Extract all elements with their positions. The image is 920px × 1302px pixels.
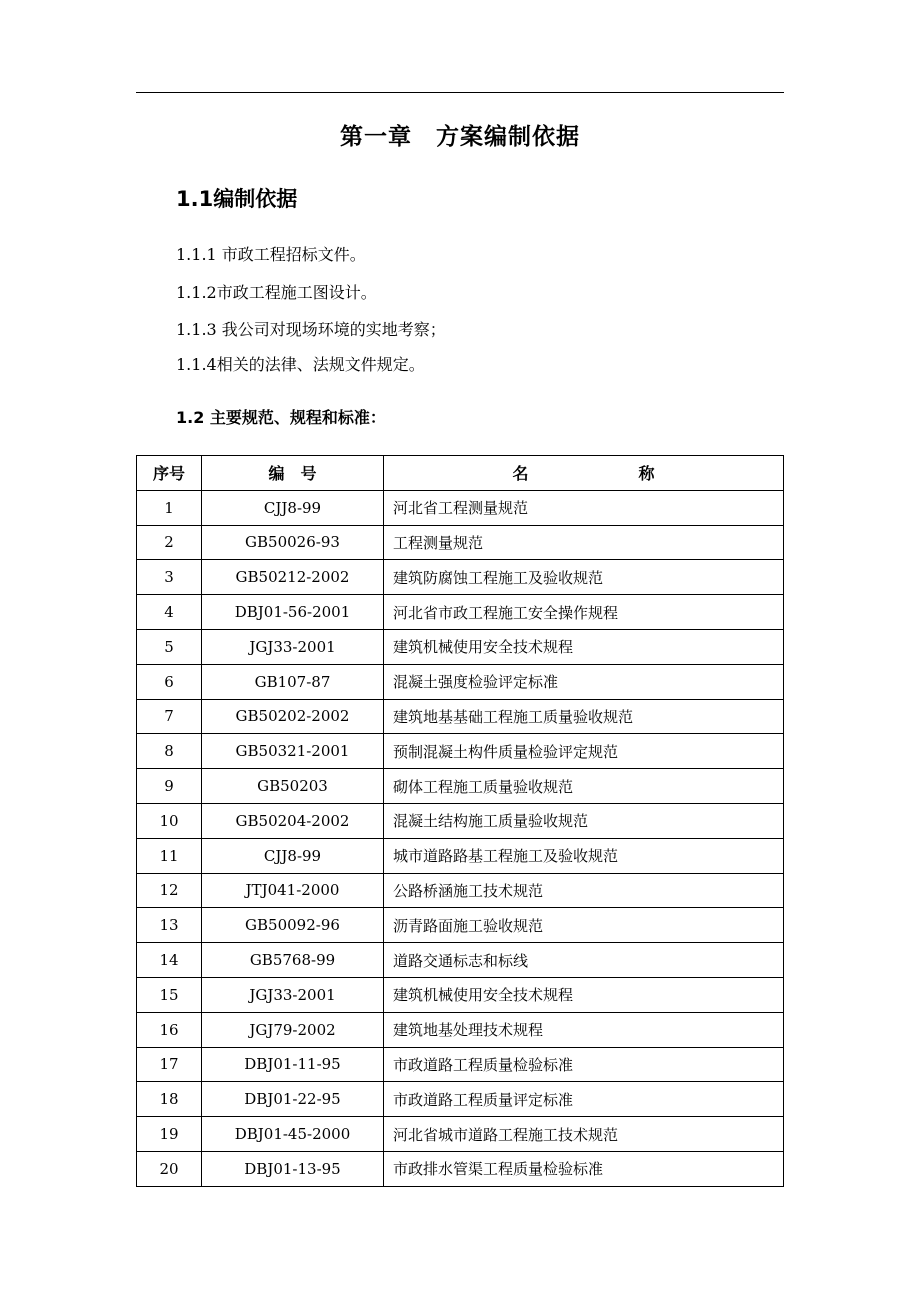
- row-code: GB50203: [202, 769, 384, 804]
- row-number: 15: [137, 977, 202, 1012]
- table-row: [137, 908, 784, 943]
- row-number: 4: [137, 595, 202, 630]
- row-name: 建筑地基处理技术规程: [384, 1012, 784, 1047]
- row-code: DBJ01-13-95: [202, 1151, 384, 1186]
- row-number: 8: [137, 734, 202, 769]
- row-name: 河北省城市道路工程施工技术规范: [384, 1117, 784, 1152]
- row-number: 20: [137, 1151, 202, 1186]
- standards-table: [136, 455, 784, 1187]
- row-name: 市政道路工程质量评定标准: [384, 1082, 784, 1117]
- table-row: [137, 629, 784, 664]
- table-row: [137, 664, 784, 699]
- row-code: DBJ01-56-2001: [202, 595, 384, 630]
- row-number: 10: [137, 803, 202, 838]
- header-rule: [136, 92, 784, 93]
- row-name: 城市道路路基工程施工及验收规范: [384, 838, 784, 873]
- row-number: 17: [137, 1047, 202, 1082]
- table-row: [137, 525, 784, 560]
- row-name: 建筑机械使用安全技术规程: [384, 629, 784, 664]
- row-number: 18: [137, 1082, 202, 1117]
- row-number: 12: [137, 873, 202, 908]
- row-number: 3: [137, 560, 202, 595]
- row-number: 14: [137, 943, 202, 978]
- row-number: 19: [137, 1117, 202, 1152]
- basis-item-2: 1.1.2市政工程施工图设计。: [176, 283, 377, 302]
- row-name: 沥青路面施工验收规范: [384, 908, 784, 943]
- row-number: 1: [137, 490, 202, 525]
- row-number: 5: [137, 629, 202, 664]
- row-code: GB50212-2002: [202, 560, 384, 595]
- table-row: [137, 1151, 784, 1186]
- row-name: 预制混凝土构件质量检验评定规范: [384, 734, 784, 769]
- table-row: [137, 838, 784, 873]
- row-number: 11: [137, 838, 202, 873]
- basis-item-1: 1.1.1 市政工程招标文件。: [176, 245, 366, 264]
- row-code: DBJ01-22-95: [202, 1082, 384, 1117]
- row-code: CJJ8-99: [202, 838, 384, 873]
- row-code: CJJ8-99: [202, 490, 384, 525]
- header-code: 编 号: [202, 456, 384, 491]
- table-row: [137, 977, 784, 1012]
- row-name: 工程测量规范: [384, 525, 784, 560]
- row-number: 7: [137, 699, 202, 734]
- header-name: [384, 456, 784, 491]
- table-header-row: [137, 456, 784, 491]
- header-no: 序号: [137, 456, 202, 491]
- row-name: 河北省市政工程施工安全操作规程: [384, 595, 784, 630]
- row-name: 建筑防腐蚀工程施工及验收规范: [384, 560, 784, 595]
- table-row: [137, 490, 784, 525]
- basis-item-4: 1.1.4相关的法律、法规文件规定。: [176, 355, 425, 374]
- row-code: GB50204-2002: [202, 803, 384, 838]
- row-number: 2: [137, 525, 202, 560]
- row-name: 公路桥涵施工技术规范: [384, 873, 784, 908]
- table-row: [137, 699, 784, 734]
- row-code: GB50026-93: [202, 525, 384, 560]
- row-code: DBJ01-45-2000: [202, 1117, 384, 1152]
- table-row: [137, 1047, 784, 1082]
- row-code: GB50321-2001: [202, 734, 384, 769]
- table-row: [137, 560, 784, 595]
- row-name: 河北省工程测量规范: [384, 490, 784, 525]
- header-name-part2: 称: [638, 464, 655, 484]
- table-row: [137, 1117, 784, 1152]
- row-code: JGJ33-2001: [202, 629, 384, 664]
- row-number: 6: [137, 664, 202, 699]
- row-code: JGJ33-2001: [202, 977, 384, 1012]
- table-row: [137, 803, 784, 838]
- table-body: [137, 490, 784, 1186]
- section-title-1-1: 1.1编制依据: [176, 187, 298, 211]
- row-name: 建筑地基基础工程施工质量验收规范: [384, 699, 784, 734]
- row-name: 砌体工程施工质量验收规范: [384, 769, 784, 804]
- table-row: [137, 943, 784, 978]
- table-row: [137, 1082, 784, 1117]
- row-code: GB50092-96: [202, 908, 384, 943]
- table-row: [137, 734, 784, 769]
- row-name: 混凝土强度检验评定标准: [384, 664, 784, 699]
- row-code: GB107-87: [202, 664, 384, 699]
- header-name-part1: 名: [512, 464, 529, 484]
- row-name: 市政道路工程质量检验标准: [384, 1047, 784, 1082]
- row-code: GB50202-2002: [202, 699, 384, 734]
- row-number: 16: [137, 1012, 202, 1047]
- row-number: 13: [137, 908, 202, 943]
- table-row: [137, 595, 784, 630]
- row-number: 9: [137, 769, 202, 804]
- basis-item-3: 1.1.3 我公司对现场环境的实地考察；: [176, 320, 446, 339]
- row-name: 市政排水管渠工程质量检验标准: [384, 1151, 784, 1186]
- table-row: [137, 769, 784, 804]
- section-title-1-2: 1.2 主要规范、规程和标准：: [176, 408, 386, 427]
- table-row: [137, 1012, 784, 1047]
- row-name: 建筑机械使用安全技术规程: [384, 977, 784, 1012]
- row-code: JGJ79-2002: [202, 1012, 384, 1047]
- chapter-title: 第一章 方案编制依据: [340, 124, 580, 150]
- row-code: DBJ01-11-95: [202, 1047, 384, 1082]
- row-code: GB5768-99: [202, 943, 384, 978]
- table-row: [137, 873, 784, 908]
- row-name: 道路交通标志和标线: [384, 943, 784, 978]
- row-name: 混凝土结构施工质量验收规范: [384, 803, 784, 838]
- row-code: JTJ041-2000: [202, 873, 384, 908]
